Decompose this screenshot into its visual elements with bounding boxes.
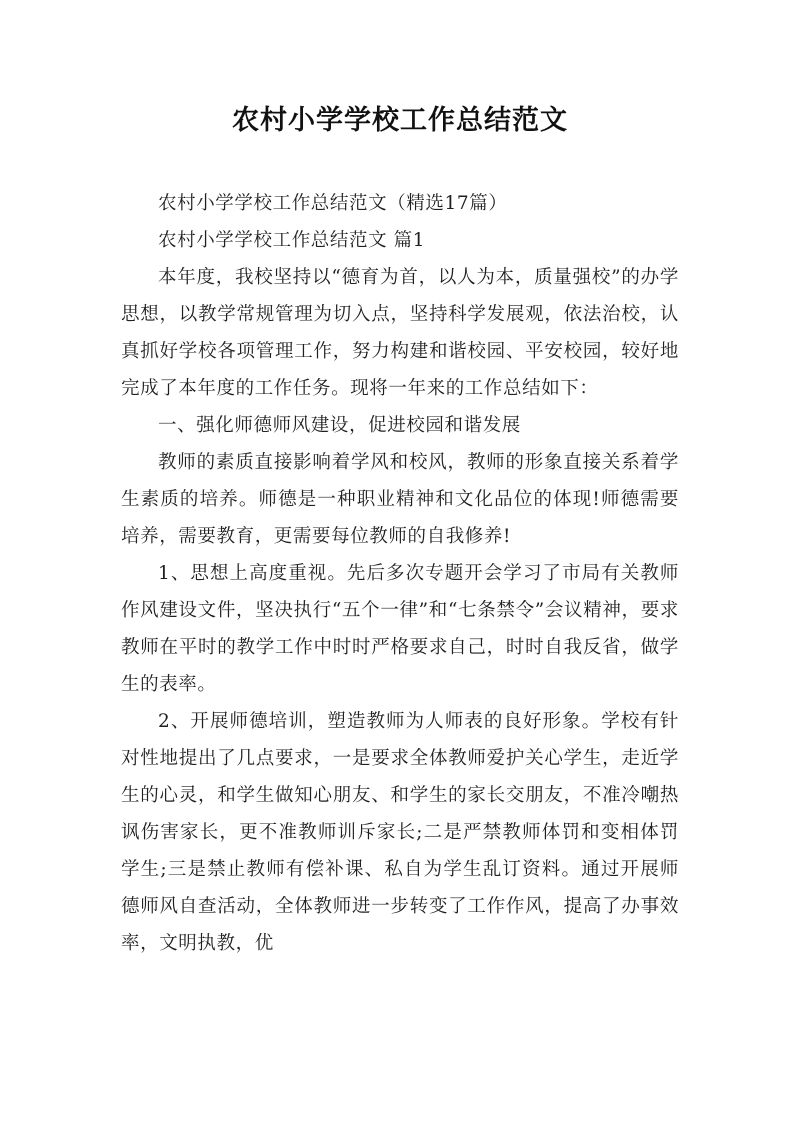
paragraph-item-one: 1、思想上高度重视。先后多次专题开会学习了市局有关教师作风建设文件，坚决执行“五个一律”和“七条禁令”会议精神，要求教师在平时的教学工作中时时严格要求自己，时时自我反省，做学生的表率。	[121, 563, 679, 695]
paragraph-section-heading: 农村小学学校工作总结范文 篇1	[158, 230, 426, 251]
paragraph-item-two: 2、开展师德培训，塑造教师为人师表的良好形象。学校有针对性地提出了几点要求，一是要求全体教师爱护关心学生，走近学生的心灵，和学生做知心朋友、和学生的家长交朋友，不准冷嘲热讽伤害家长，更不准教师训斥家长;二是严禁教师体罚和变相体罚学生;三是禁止教师有偿补课、私自为学生乱订资料。通过开展师德师风自查活动，全体教师进一步转变了工作作风，提高了办事效率，文明执教，优	[121, 711, 679, 954]
paragraph-teacher-quality: 教师的素质直接影响着学风和校风，教师的形象直接关系着学生素质的培养。师德是一种职业精神和文化品位的体现!师德需要培养，需要教育，更需要每位教师的自我修养!	[121, 452, 679, 547]
paragraph-intro: 本年度，我校坚持以“德育为首，以人为本，质量强校”的办学思想，以教学常规管理为切入点，坚持科学发展观，依法治校，认真抓好学校各项管理工作，努力构建和谐校园、平安校园，较好地完成了本年度的工作任务。现将一年来的工作总结如下：	[121, 267, 679, 399]
document-body	[121, 185, 679, 962]
paragraph-heading-one: 一、强化师德师风建设，促进校园和谐发展	[158, 415, 521, 436]
paragraph-subtitle: 农村小学学校工作总结范文（精选17篇）	[158, 193, 508, 214]
document-title: 农村小学学校工作总结范文	[232, 105, 568, 136]
